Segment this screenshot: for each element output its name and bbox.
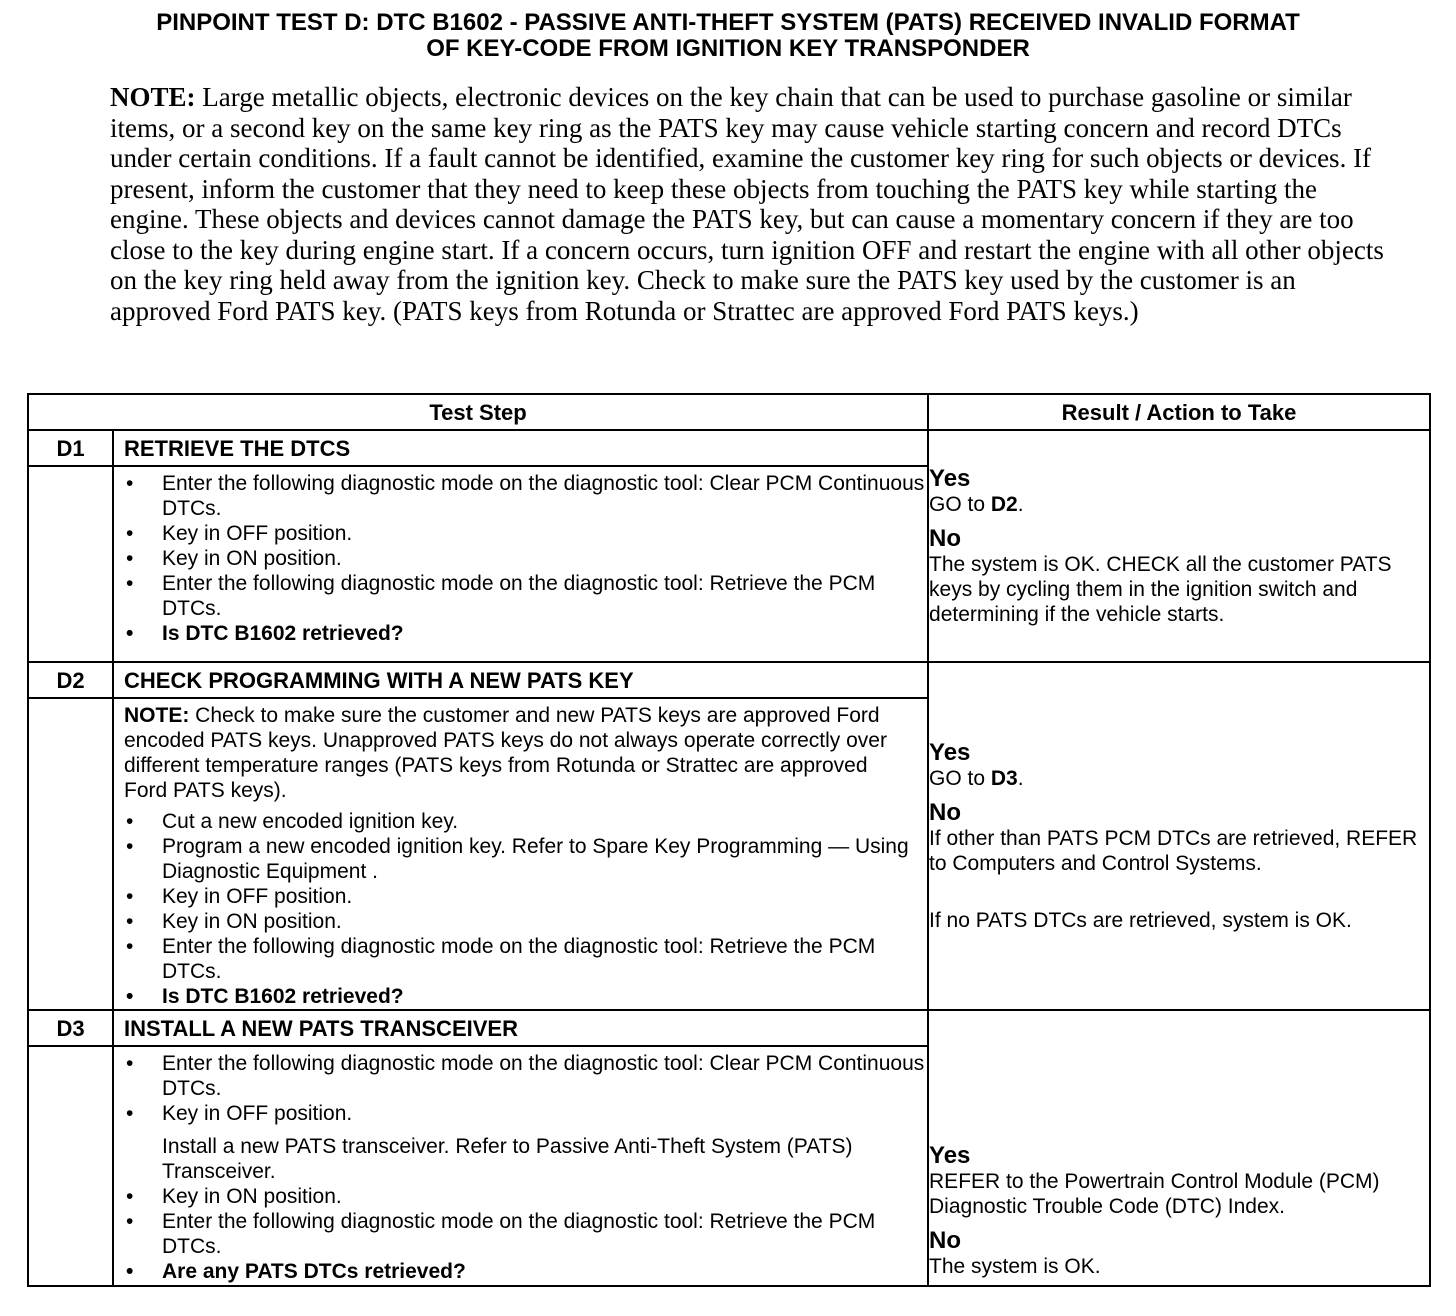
yes-action: REFER to the Powertrain Control Module (PCM) Diagnostic Trouble Code (DTC) Index. [929, 1170, 1380, 1218]
no-action: The system is OK. CHECK all the customer PATS keys by cycling them in the ignition switch and determining if the vehicle starts. [929, 553, 1392, 626]
title-line-2: OF KEY-CODE FROM IGNITION KEY TRANSPONDER [426, 35, 1030, 62]
header-result-action: Result / Action to Take [928, 394, 1430, 430]
step-d2-body [113, 698, 928, 1010]
no-action: The system is OK. [929, 1255, 1101, 1278]
note-text: Large metallic objects, electronic devices on the key chain that can be used to purchase gasoline or similar items, or a second key on the same key ring as the PATS key may cause vehicle starting concern and record DTCs under certain conditions. If a fault cannot be identified, examine the customer key ring for such objects or devices. If present, inform the customer that they need to keep these objects from touching the PATS key while starting the engine. These objects and devices cannot damage the PATS key, but can cause a momentary concern if they are too close to the key during engine start. If a concern occurs, turn ignition OFF and restart the engine with all other objects on the key ring held away from the ignition key. Check to make sure the PATS key used by the customer is an approved Ford PATS key. (PATS keys from Rotunda or Strattec are approved Ford PATS keys.) [110, 82, 1384, 326]
list-item: • Key in OFF position. [114, 884, 927, 909]
list-item: • Key in OFF position. [114, 521, 927, 546]
no-label: No [929, 799, 962, 826]
step-id-spacer [28, 1046, 113, 1286]
list-item-unbulleted: Install a new PATS transceiver. Refer to Passive Anti-Theft System (PATS) Transceiver. [162, 1135, 853, 1183]
list-item: • Key in ON position. [114, 909, 927, 934]
list-item: • Enter the following diagnostic mode on the diagnostic tool: Retrieve the PCM DTCs. [114, 1209, 927, 1259]
list-item: • Enter the following diagnostic mode on the diagnostic tool: Retrieve the PCM DTCs. [114, 934, 927, 984]
step-reference: D3 [990, 767, 1018, 790]
yes-label: Yes [929, 1142, 971, 1169]
title-line-1: PINPOINT TEST D: DTC B1602 - PASSIVE ANTI-THEFT SYSTEM (PATS) RECEIVED INVALID FORMAT [156, 9, 1300, 36]
step-reference: D2 [990, 493, 1018, 516]
note-label: NOTE: [110, 82, 196, 112]
step-title: CHECK PROGRAMMING WITH A NEW PATS KEY [113, 662, 928, 698]
list-item: • Enter the following diagnostic mode on the diagnostic tool: Clear PCM Continuous DTCs. [114, 471, 927, 521]
table-header-row [28, 394, 1430, 430]
step-d1-list [114, 467, 927, 646]
step-id: D3 [28, 1010, 113, 1046]
list-item: • Key in ON position. [114, 1184, 927, 1209]
list-item: • Cut a new encoded ignition key. [114, 809, 927, 834]
list-item: • Enter the following diagnostic mode on the diagnostic tool: Clear PCM Continuous DTCs. [114, 1051, 927, 1101]
step-d3-list [114, 1047, 927, 1284]
no-action-secondary: If no PATS DTCs are retrieved, system is OK. [929, 909, 1352, 932]
step-d1-body [113, 466, 928, 662]
yes-action: GO to D3. [929, 767, 1024, 790]
list-item-question: • Is DTC B1602 retrieved? [114, 984, 927, 1009]
note-label: NOTE: [124, 704, 190, 727]
header-test-step: Test Step [28, 394, 928, 430]
step-d2-note [114, 699, 927, 807]
step-id: D2 [28, 662, 113, 698]
step-id-spacer [28, 698, 113, 1010]
yes-action: GO to D2. [929, 493, 1024, 516]
step-title: INSTALL A NEW PATS TRANSCEIVER [113, 1010, 928, 1046]
list-item: • Enter the following diagnostic mode on the diagnostic tool: Retrieve the PCM DTCs. [114, 571, 927, 621]
step-id-spacer [28, 466, 113, 662]
page-title [20, 10, 1436, 62]
no-label: No [929, 1227, 962, 1254]
list-item: • Key in ON position. [114, 546, 927, 571]
step-id: D1 [28, 430, 113, 466]
no-label: No [929, 525, 962, 552]
intro-note [110, 82, 1390, 326]
step-d3-body [113, 1046, 928, 1286]
list-item: • Program a new encoded ignition key. Refer to Spare Key Programming — Using Diagnostic Equipment . [114, 834, 927, 884]
list-item: • Key in OFF position. [114, 1101, 927, 1126]
step-d2-title-row [28, 662, 1430, 698]
list-item-question: • Are any PATS DTCs retrieved? [114, 1259, 927, 1284]
step-d2-result [928, 662, 1430, 1010]
note-text: Check to make sure the customer and new PATS keys are approved Ford encoded PATS keys. Unapproved PATS keys do not always operate correctly over different temperature ranges (PATS keys from Rotunda or Strattec are approved Ford PATS keys). [124, 704, 887, 802]
step-d2-list [114, 807, 927, 1009]
step-d1-result [928, 430, 1430, 662]
no-action: If other than PATS PCM DTCs are retrieved, REFER to Computers and Control Systems. [929, 827, 1418, 875]
step-d1-title-row [28, 430, 1430, 466]
step-d3-result [928, 1010, 1430, 1286]
step-d3-title-row [28, 1010, 1430, 1046]
pinpoint-test-table [27, 393, 1431, 1287]
yes-label: Yes [929, 739, 971, 766]
yes-label: Yes [929, 465, 971, 492]
step-title: RETRIEVE THE DTCS [113, 430, 928, 466]
list-item-question: • Is DTC B1602 retrieved? [114, 621, 927, 646]
